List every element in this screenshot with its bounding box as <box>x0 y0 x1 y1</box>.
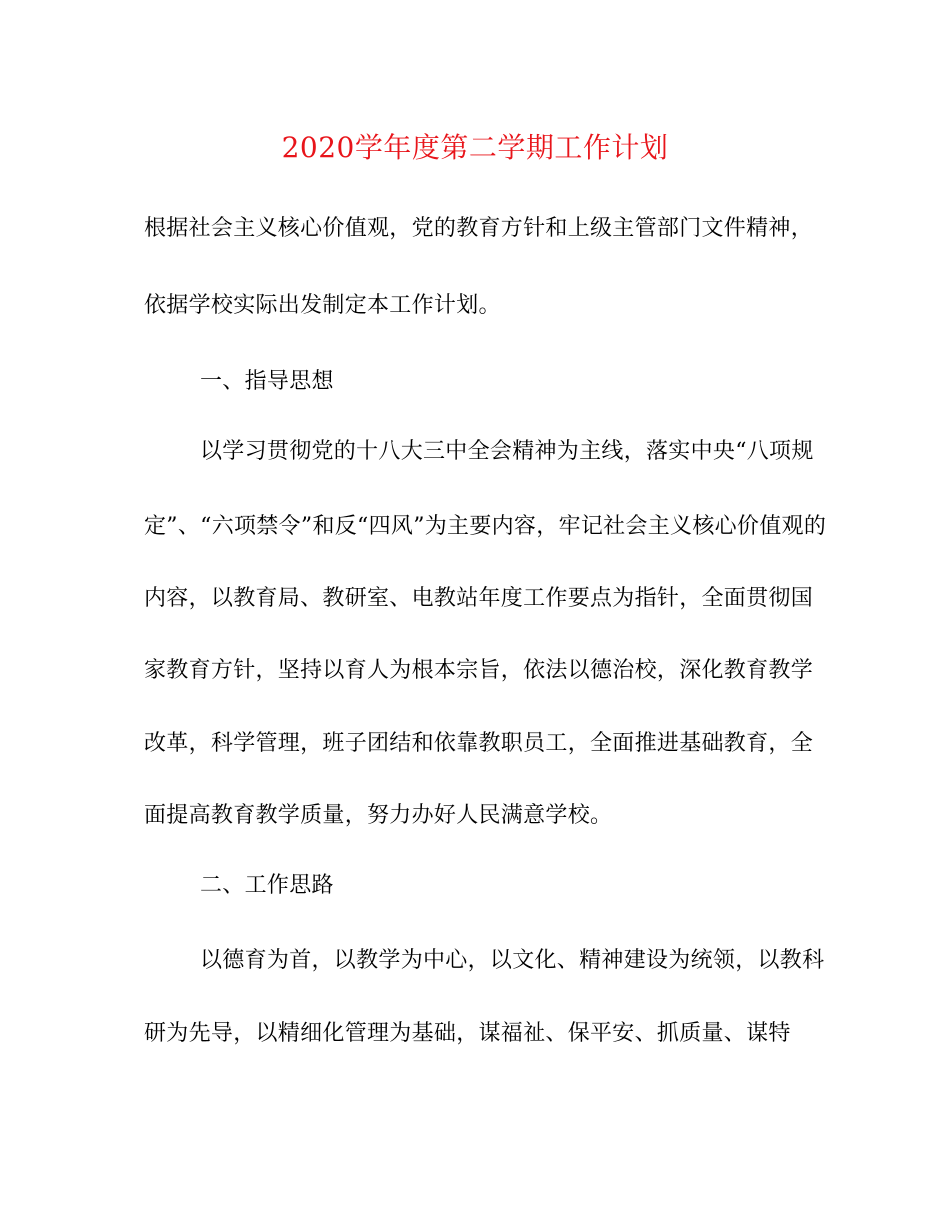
paragraph-line: 依据学校实际出发制定本工作计划。 <box>144 293 501 318</box>
paragraph-line: 以德育为首，以教学为中心，以文化、精神建设为统领，以教科 <box>200 948 825 973</box>
paragraph-line: 定”、“六项禁令”和反“四风”为主要内容，牢记社会主义核心价值观的 <box>144 514 827 539</box>
paragraph-line: 内容，以教育局、教研室、电教站年度工作要点为指针，全面贯彻国 <box>144 586 814 611</box>
paragraph-line: 研为先导，以精细化管理为基础，谋福祉、保平安、抓质量、谋特 <box>144 1021 791 1046</box>
paragraph-line: 以学习贯彻党的十八大三中全会精神为主线，落实中央“八项规 <box>200 439 814 464</box>
paragraph-line: 面提高教育教学质量，努力办好人民满意学校。 <box>144 803 613 828</box>
paragraph-line: 家教育方针，坚持以育人为根本宗旨，依法以德治校，深化教育教学 <box>144 658 814 683</box>
section-heading-work-ideas: 二、工作思路 <box>200 873 334 898</box>
document-title: 2020学年度第二学期工作计划 <box>281 131 669 164</box>
paragraph-line: 根据社会主义核心价值观，党的教育方针和上级主管部门文件精神， <box>144 216 814 241</box>
paragraph-line: 改革，科学管理，班子团结和依靠教职员工，全面推进基础教育，全 <box>144 731 814 756</box>
section-heading-guiding-thought: 一、指导思想 <box>200 369 334 394</box>
